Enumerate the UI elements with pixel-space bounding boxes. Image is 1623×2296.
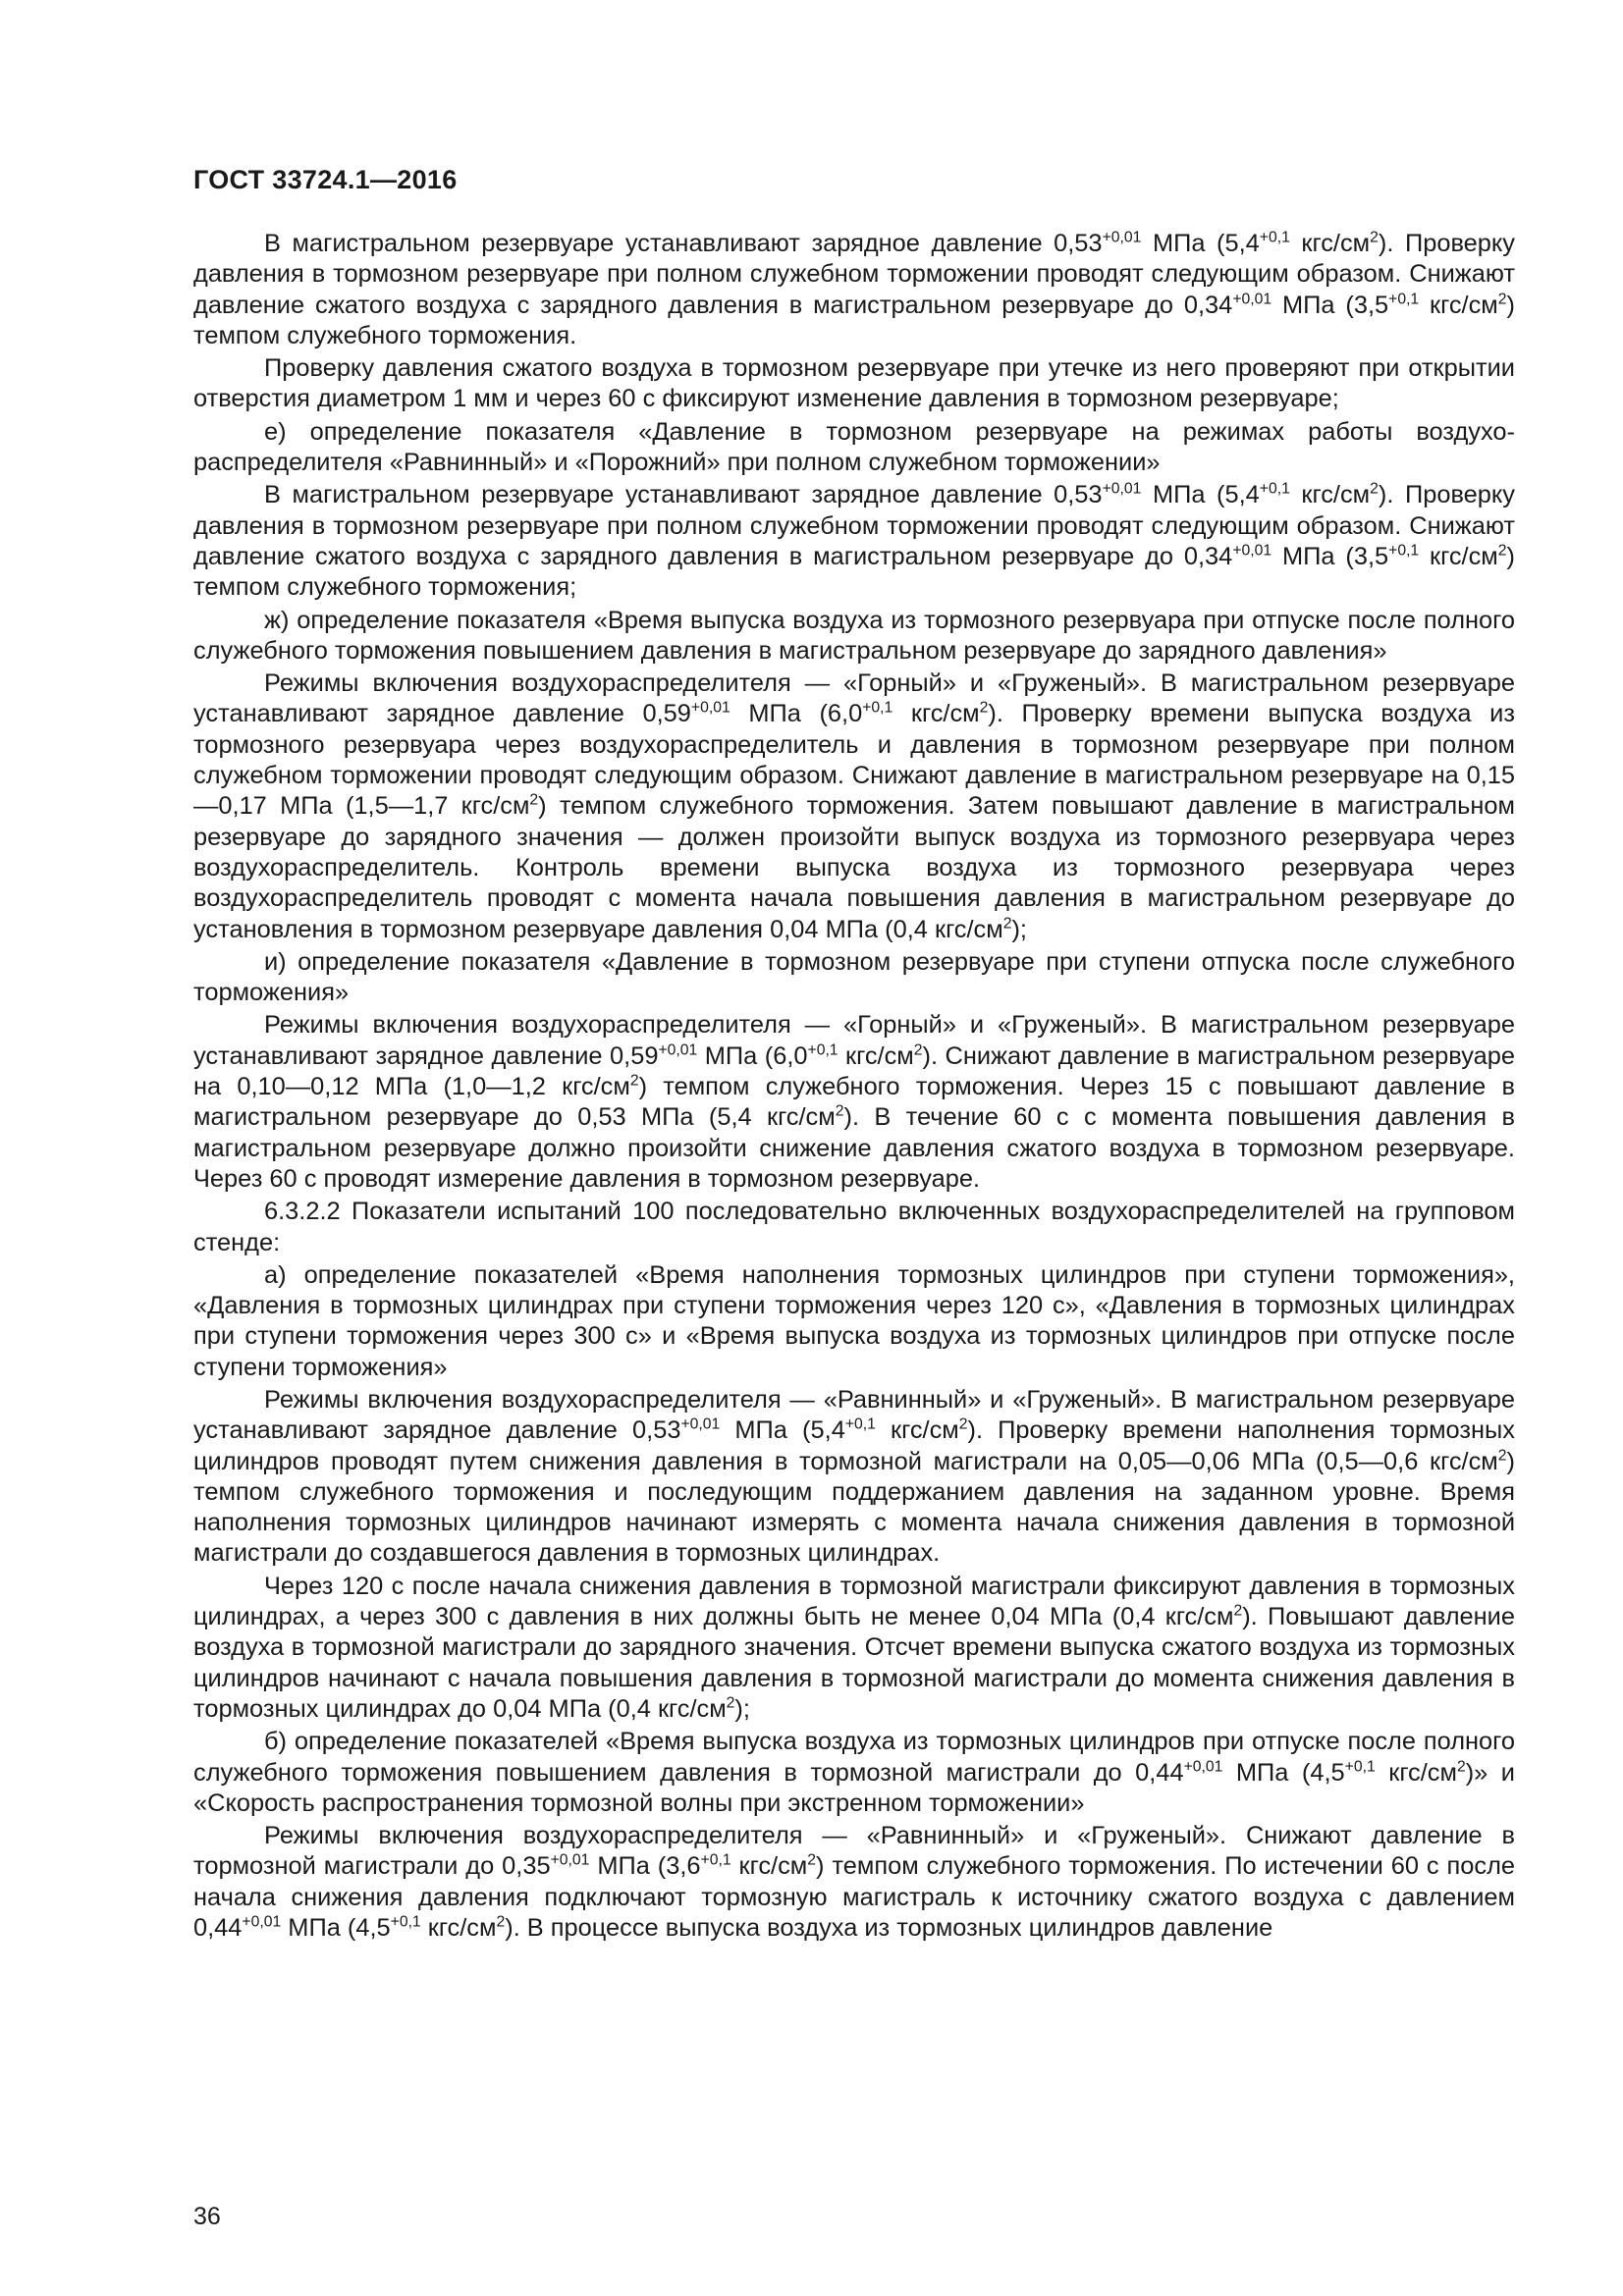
paragraph: В магистральном резервуаре устанавливают зарядное давление $0,53^{+0,01}$ МПа ($5,4^{+0,1}$ кгс/$см^2$). Проверку давления в тормозном резервуаре при полном служебном торможении проводят следующим образом. Снижают давление сжатого воздуха с зарядного давления в магистральном резервуаре до $0,34^{+0,01}$ МПа ($3,5^{+0,1}$ кгс/$см^2$) темпом служебного торможения; [193, 480, 1515, 602]
paragraph: Проверку давления сжатого воздуха в тормозном резервуаре при утечке из него проверяют при открытии отверстия диаметром 1 мм и через 60 с фиксируют изменение давления в тормозном резервуаре; [193, 354, 1515, 413]
page-number: 36 [193, 2203, 221, 2230]
paragraph: и) определение показателя «Давление в тормозном резервуаре при ступени отпуска после служебного торможения» [193, 947, 1515, 1007]
paragraph: Режимы включения воздухораспределителя — «Горный» и «Груженый». В магистральном резервуаре устанавливают зарядное давление $0,59^{+0,01}$ МПа ($6,0^{+0,1}$ кгс/$см^2$). Снижают давление в магистральном резервуаре на 0,10—0,12 МПа (1,0—1,2 кгс/$см^2$) темпом служебного торможения. Через 15 с повышают давление в магистральном резервуаре до 0,53 МПа (5,4 кгс/$см^2$). В течение 60 с с момента повышения давления в магистральном резервуаре должно произойти снижение давления сжатого воздуха в тормозном резервуаре. Через 60 с проводят измерение давления в тормозном резервуаре. [193, 1011, 1516, 1193]
paragraph: Режимы включения воздухораспределителя — «Горный» и «Груженый». В магистральном резервуаре устанавливают зарядное давление $0,59^{+0,01}$ МПа ($6,0^{+0,1}$ кгс/$см^2$). Проверку времени выпуска воздуха из тормозного резервуара через воздухораспределитель и давления в тормозном резервуаре при полном служебном торможении проводят следующим образом. Снижают давление в магистральном резервуаре на 0,15—0,17 МПа (1,5—1,7 кгс/$см^2$) темпом служебного торможения. Затем повышают давление в магистральном резервуаре до зарядного значения — должен произойти выпуск воздуха из тормозного резервуара через воздухораспределитель. Контроль времени выпуска воздуха из тормозного резервуара через воздухораспределитель проводят с момента начала повышения давления в магистральном резервуаре до установления в тормозном резервуаре давления 0,04 МПа (0,4 кгс/$см^2$); [193, 669, 1515, 943]
paragraph: е) определение показателя «Давление в тормозном резервуаре на режимах работы воздухораспределителя «Равнинный» и «Порожний» при полном служебном торможении» [193, 417, 1515, 477]
paragraph: Через 120 с после начала снижения давления в тормозной магистрали фиксируют давления в тормозных цилиндрах, а через 300 с давления в них должны быть не менее 0,04 МПа (0,4 кгс/$см^2$). Повышают давление воздуха в тормозной магистрали до зарядного значения. Отсчет времени выпуска сжатого воздуха из тормозных цилиндров начинают с начала повышения давления в тормозной магистрали до момента снижения давления в тормозных цилиндрах до 0,04 МПа (0,4 кгс/$см^2$); [193, 1572, 1515, 1723]
paragraph: а) определение показателей «Время наполнения тормозных цилиндров при ступени торможения», «Давления в тормозных цилиндрах при ступени торможения через 120 с», «Давления в тормозных цилиндрах при ступени торможения через 300 с» и «Время выпуска воздуха из тормозных цилиндров при отпуске после ступени торможения» [193, 1260, 1515, 1381]
paragraph: ж) определение показателя «Время выпуска воздуха из тормозного резервуара при отпуске после полного служебного торможения повышением давления в магистральном резервуаре до зарядного давления» [193, 606, 1515, 665]
paragraph: Режимы включения воздухораспределителя — «Равнинный» и «Груженый». В магистральном резервуаре устанавливают зарядное давление $0,53^{+0,01}$ МПа ($5,4^{+0,1}$ кгс/$см^2$). Проверку времени наполнения тормозных цилиндров проводят путем снижения давления в тормозной магистрали на 0,05—0,06 МПа (0,5—0,6 кгс/$см^2$) темпом служебного торможения и последующим поддержанием давления на заданном уровне. Время наполнения тормозных цилиндров начинают измерять с момента начала снижения давления в тормозной магистрали до создавшегося давления в тормозных цилиндрах. [193, 1385, 1515, 1568]
document-body [193, 229, 1515, 1946]
paragraph: Режимы включения воздухораспределителя — «Равнинный» и «Груженый». Снижают давление в тормозной магистрали до $0,35^{+0,01}$ МПа ($3,6^{+0,1}$ кгс/$см^2$) темпом служебного торможения. По истечении 60 с после начала снижения давления подключают тормозную магистраль к источнику сжатого воздуха с давлением $0,44^{+0,01}$ МПа ($4,5^{+0,1}$ кгс/$см^2$). В процессе выпуска воздуха из тормозных цилиндров давление [193, 1822, 1516, 1943]
paragraph: В магистральном резервуаре устанавливают зарядное давление $0,53^{+0,01}$ МПа ($5,4^{+0,1}$ кгс/$см^2$). Проверку давления в тормозном резервуаре при полном служебном торможении проводят следующим образом. Снижают давление сжатого воздуха с зарядного давления в магистральном резервуаре до $0,34^{+0,01}$ МПа ($3,5^{+0,1}$ кгс/$см^2$) темпом служебного торможения. [193, 229, 1515, 349]
paragraph: б) определение показателей «Время выпуска воздуха из тормозных цилиндров при отпуске после полного служебного торможения повышением давления в тормозной магистрали до $0,44^{+0,01}$ МПа ($4,5^{+0,1}$ кгс/$см^2$)» и «Скорость распространения тормозной волны при экстренном торможении» [193, 1728, 1515, 1817]
document-header: ГОСТ 33724.1—2016 [193, 165, 458, 194]
paragraph: 6.3.2.2 Показатели испытаний 100 последовательно включенных воздухораспределителей на групповом стенде: [193, 1198, 1515, 1256]
